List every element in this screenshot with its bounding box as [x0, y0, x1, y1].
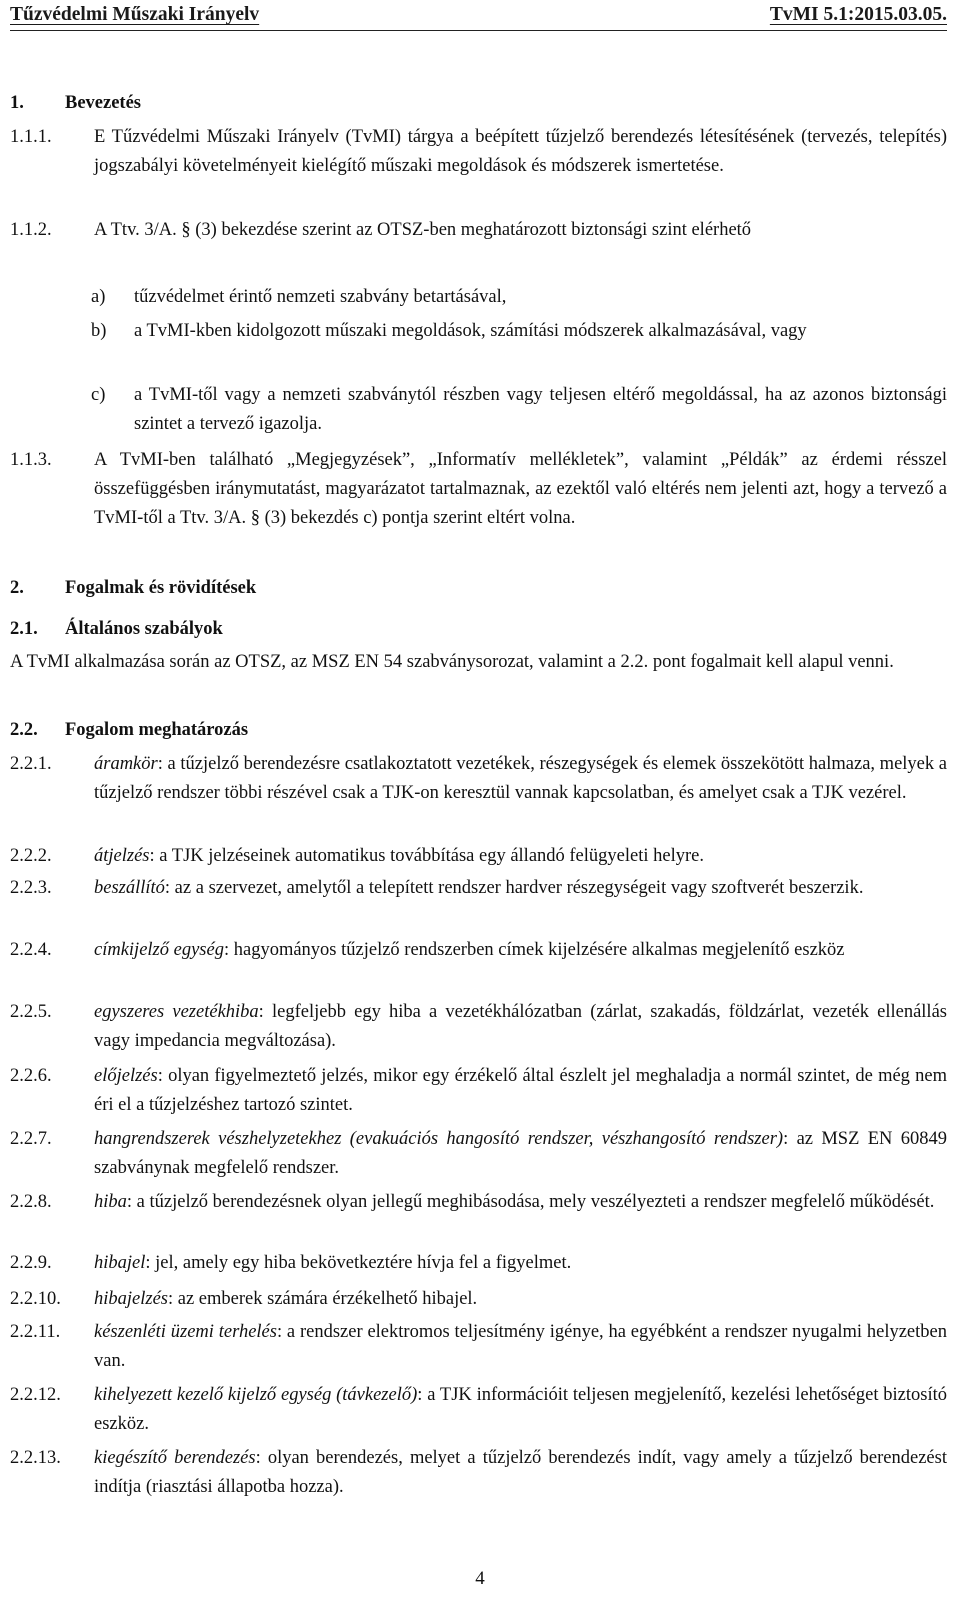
definition-text: : a TJK információit teljesen megjelenítő, kezelési lehetőséget biztosító eszköz.: [94, 1385, 947, 1434]
definition-2-2-10: [10, 1285, 947, 1314]
definition-2-2-11: [10, 1318, 947, 1376]
definition-text: : a rendszer elektromos teljesítmény igénye, ha egyébként a rendszer nyugalmi helyzetben van.: [94, 1322, 947, 1371]
list-marker: a): [91, 287, 106, 307]
definition-text: : az a szervezet, amelytől a telepített rendszer hardver részegységeit vagy szoftverét beszerzik.: [164, 878, 864, 898]
definition-text: : a tűzjelző berendezésre csatlakoztatott vezetékek, részegységek és elemek összekötött halmaza, melyek a tűzjelző rendszer többi részével csak a TJK-on keresztül vannak kapcsolatban, és amelyet csak a TJK vezérel.: [94, 754, 947, 803]
definition-2-2-2: [10, 842, 947, 871]
definition-2-2-7: [10, 1125, 947, 1183]
header-title: Tűzvédelmi Műszaki Irányelv: [10, 4, 260, 25]
definition-term: hibajelzés: [94, 1289, 168, 1309]
list-item-text: tűzvédelmet érintő nemzeti szabvány betartásával,: [134, 287, 507, 307]
definition-text: : legfeljebb egy hiba a vezetékhálózatban (zárlat, szakadás, földzárlat, vezeték ellenállás vagy impedancia megváltozása).: [94, 1002, 947, 1051]
page-header: [10, 4, 947, 31]
definition-number: 2.2.3.: [10, 878, 52, 898]
definition-term: készenléti üzemi terhelés: [94, 1322, 277, 1342]
section-2-heading: [10, 574, 947, 603]
definition-text: : az MSZ EN 60849 szabványnak megfelelő rendszer.: [94, 1129, 947, 1178]
section-title: Fogalom meghatározás: [65, 720, 249, 740]
definition-text: : a TJK jelzéseinek automatikus továbbítása egy állandó felügyeleti helyre.: [149, 846, 704, 866]
definition-term: hibajel: [94, 1253, 146, 1273]
definition-term: átjelzés: [94, 846, 150, 866]
paragraph-text: A TvMI-ben található „Megjegyzések”, „Informatív mellékletek”, valamint „Példák” az érdemi résszel összefüggésben iránymutatást, magyarázatot tartalmaznak, az ezektől való eltérés nem jelenti azt, hogy a tervező a TvMI-től a Ttv. 3/A. § (3) bekezdés c) pontja szerint eltért volna.: [94, 450, 947, 528]
definition-number: 2.2.12.: [10, 1385, 61, 1405]
list-item-a: [91, 283, 947, 312]
definition-term: kiegészítő berendezés: [94, 1448, 256, 1468]
page-number: 4: [475, 1568, 485, 1589]
definition-text: : hagyományos tűzjelző rendszerben címek kijelzésére alkalmas megjelenítő eszköz: [223, 940, 845, 960]
definition-2-2-5: [10, 998, 947, 1056]
definition-term: hiba: [94, 1192, 127, 1212]
section-2-2-heading: [10, 716, 947, 745]
section-number: 2.: [10, 578, 24, 598]
definition-term: egyszeres vezetékhiba: [94, 1002, 259, 1022]
definition-number: 2.2.6.: [10, 1066, 52, 1086]
definition-term: áramkör: [94, 754, 158, 774]
paragraph-1-1-1: [10, 123, 947, 181]
header-doc-id: TvMI 5.1:2015.03.05.: [769, 4, 947, 25]
list-item-text: a TvMI-kben kidolgozott műszaki megoldások, számítási módszerek alkalmazásával, vagy: [134, 321, 807, 341]
definition-term: hangrendszerek vészhelyzetekhez (evakuációs hangosító rendszer, vészhangosító rendszer): [94, 1129, 784, 1149]
definition-number: 2.2.4.: [10, 940, 52, 960]
definition-number: 2.2.5.: [10, 1002, 52, 1022]
definition-number: 2.2.8.: [10, 1192, 52, 1212]
list-item-b: [91, 317, 947, 346]
definition-2-2-3: [10, 874, 947, 903]
section-1-heading: [10, 89, 947, 118]
list-marker: b): [91, 321, 107, 341]
definition-text: : jel, amely egy hiba bekövetkeztére hívja fel a figyelmet.: [145, 1253, 572, 1273]
paragraph-1-1-2: [10, 216, 947, 245]
list-item-c: [91, 381, 947, 439]
section-number: 2.2.: [10, 720, 38, 740]
list-item-text: a TvMI-től vagy a nemzeti szabványtól részben vagy teljesen eltérő megoldással, ha az azonos biztonsági szintet a tervező igazolja.: [134, 385, 947, 434]
paragraph-1-1-3: [10, 446, 947, 533]
definition-term: címkijelző egység: [94, 940, 224, 960]
paragraph-2-1: A TvMI alkalmazása során az OTSZ, az MSZ EN 54 szabványsorozat, valamint a 2.2. pont fogalmait kell alapul venni.: [10, 652, 894, 672]
section-number: 2.1.: [10, 619, 38, 639]
list-marker: c): [91, 385, 106, 405]
paragraph-text: A Ttv. 3/A. § (3) bekezdése szerint az OTSZ-ben meghatározott biztonsági szint elérhető: [94, 220, 752, 240]
definition-text: : olyan berendezés, melyet a tűzjelző berendezés indít, vagy amely a tűzjelző berendezést indítja (riasztási állapotba hozza).: [94, 1448, 947, 1497]
section-title: Bevezetés: [65, 93, 142, 113]
paragraph-number: 1.1.3.: [10, 450, 52, 470]
definition-number: 2.2.9.: [10, 1253, 52, 1273]
definition-text: : olyan figyelmeztető jelzés, mikor egy érzékelő által észlelt jel meghaladja a normál szintet, de még nem éri el a tűzjelzéshez tartozó szintet.: [94, 1066, 947, 1115]
definition-2-2-6: [10, 1062, 947, 1120]
paragraph-number: 1.1.2.: [10, 220, 52, 240]
definition-number: 2.2.11.: [10, 1322, 61, 1342]
section-title: Általános szabályok: [65, 619, 223, 639]
definition-number: 2.2.7.: [10, 1129, 52, 1149]
definition-term: kihelyezett kezelő kijelző egység (távkezelő): [94, 1385, 418, 1405]
definition-2-2-9: [10, 1249, 947, 1278]
definition-term: előjelzés: [94, 1066, 158, 1086]
definition-number: 2.2.13.: [10, 1448, 61, 1468]
paragraph-number: 1.1.1.: [10, 127, 52, 147]
definition-2-2-1: [10, 750, 947, 808]
section-2-1-heading: [10, 615, 947, 644]
definition-term: beszállító: [94, 878, 165, 898]
paragraph-text: E Tűzvédelmi Műszaki Irányelv (TvMI) tárgya a beépített tűzjelző berendezés létesítésének (tervezés, telepítés) jogszabályi követelményeit kielégítő műszaki megoldások és módszerek ismertetése.: [94, 127, 947, 176]
section-number: 1.: [10, 93, 24, 113]
definition-number: 2.2.10.: [10, 1289, 61, 1309]
section-title: Fogalmak és rövidítések: [65, 578, 257, 598]
definition-2-2-4: [10, 936, 947, 965]
definition-2-2-8: [10, 1188, 947, 1217]
definition-2-2-13: [10, 1444, 947, 1502]
definition-number: 2.2.1.: [10, 754, 52, 774]
definition-number: 2.2.2.: [10, 846, 52, 866]
definition-2-2-12: [10, 1381, 947, 1439]
definition-text: : az emberek számára érzékelhető hibajel.: [168, 1289, 478, 1309]
definition-text: : a tűzjelző berendezésnek olyan jellegű meghibásodása, mely veszélyezteti a rendszer megfelelő működését.: [126, 1192, 935, 1212]
